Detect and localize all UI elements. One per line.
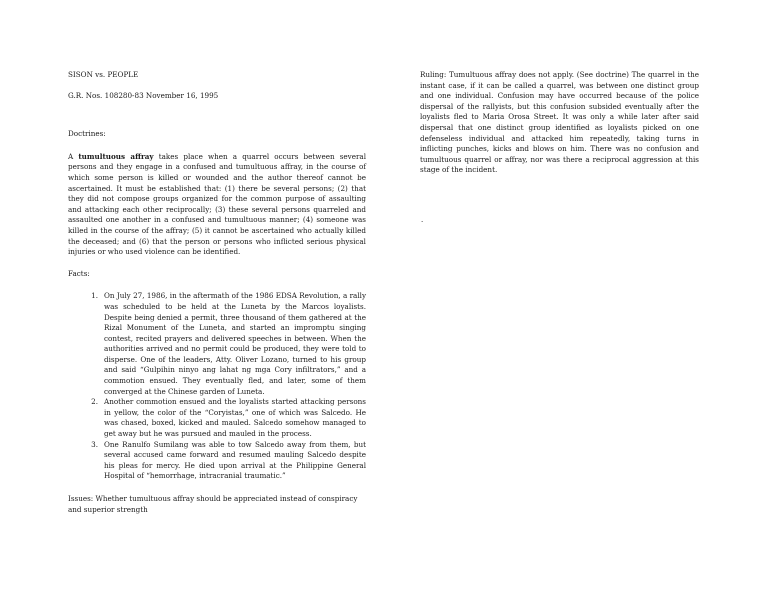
ruling-paragraph: Ruling: Tumultuous affray does not apply. (See doctrine) The quarrel in the instant case, if it can be called a quarrel, was between one distinct group and one individual. Confusion may have occurred because of the police dispersal of the rallyists, but this confusion subsided eventually after the loyalists fled to Maria Orosa Street. It was only a while later after said dispersal that one distinct group identified as loyalists picked on one defenseless individual and attacked him repeatedly, taking turns in inflicting punches, kicks and blows on him. There was no confusion and tumultuous quarrel or affray, nor was there a reciprocal aggression at this stage of the incident. bbox=[420, 70, 699, 175]
fact-item bbox=[68, 440, 366, 482]
doctrine-text: takes place when a quarrel occurs between several persons and they engage in a confused and tumultuous affray, in the course of which some person is killed or wounded and the author thereof cannot be ascertained. It must be established that: (1) there be several persons; (2) that they did not compose groups organized for the common purpose of assaulting and attacking each other reciprocally; (3) these several persons quarreled and assaulted one another in a confused and tumultuous manner; (4) someone was killed in the course of the affray; (5) it cannot be ascertained who actually killed the deceased; and (6) that the person or persons who inflicted serious physical injuries or who used violence can be identified. bbox=[68, 151, 366, 257]
fact-number: 2. bbox=[91, 397, 98, 407]
doctrines-heading: Doctrines: bbox=[68, 129, 106, 139]
facts-heading: Facts: bbox=[68, 268, 90, 278]
fact-number: 3. bbox=[91, 439, 98, 449]
doctrine-paragraph bbox=[68, 152, 366, 258]
doctrine-prefix: A bbox=[68, 151, 79, 161]
fact-item bbox=[68, 397, 366, 439]
fact-number: 1. bbox=[91, 291, 98, 301]
case-title: SISON vs. PEOPLE bbox=[68, 70, 139, 79]
facts-list bbox=[68, 291, 366, 482]
right-column bbox=[420, 70, 699, 176]
fact-item bbox=[68, 291, 366, 397]
fact-text: On July 27, 1986, in the aftermath of the 1986 EDSA Revolution, a rally was scheduled to be held at the Luneta by the Marcos loyalists. Despite being denied a permit, three thousand of them gathered at the Rizal Monument of the Luneta, and started an impromptu singing contest, recited prayers and delivered speeches in between. When the authorities arrived and no permit could be produced, they were told to disperse. One of the leaders, Atty. Oliver Lozano, turned to his group and said “Gulpihin ninyo ang lahat ng mga Cory infiltrators,” and a commotion ensued. They eventually fled, and later, some of them converged at the Chinese garden of Luneta. bbox=[104, 291, 366, 396]
issues-paragraph: Issues: Whether tumultuous affray should be appreciated instead of conspiracy and superior strength bbox=[68, 494, 358, 514]
stray-mark: . bbox=[421, 216, 424, 224]
left-column bbox=[68, 70, 366, 515]
fact-text: Another commotion ensued and the loyalists started attacking persons in yellow, the color of the “Coryistas,” one of which was Salcedo. He was chased, boxed, kicked and mauled. Salcedo somehow managed to get away but he was pursued and mauled in the process. bbox=[104, 397, 366, 439]
fact-text: One Ranulfo Sumilang was able to tow Salcedo away from them, but several accused came forward and resumed mauling Salcedo despite his pleas for mercy. He died upon arrival at the Philippine General Hospital of “hemorrhage, intracranial traumatic.” bbox=[104, 439, 366, 481]
gr-number: G.R. Nos. 108280-83 November 16, 1995 bbox=[68, 90, 219, 100]
doctrine-term: tumultuous affray bbox=[78, 151, 154, 161]
